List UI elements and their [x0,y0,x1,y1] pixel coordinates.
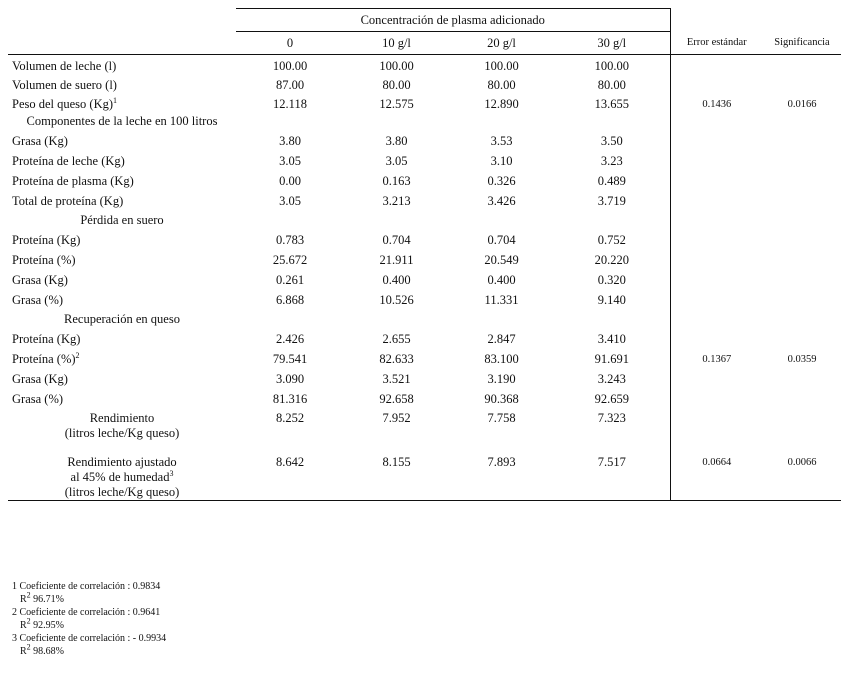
cell-value: 25.672 [272,253,308,267]
table-row [8,169,841,189]
error-estandar-value [670,189,763,209]
row-label [8,248,236,268]
row-label-line: Rendimiento ajustado [67,455,177,469]
footnote-line: 3 Coeficiente de correlación : - 0.9934 [12,633,167,644]
significancia-value [763,209,841,228]
section-row [8,308,841,327]
footnote-ref: 1 [113,95,118,105]
significancia-value [763,189,841,209]
footnote-r2: $R^2$ 98.68% [20,642,65,657]
cell-value: 3.80 [279,134,301,148]
cell-value: 3.426 [487,194,516,208]
cell-value: 83.100 [484,352,519,366]
cell-value: 2.426 [275,332,305,346]
cell-value: 0.489 [597,174,626,188]
cell-value: 3.190 [487,372,516,386]
cell-value: 7.517 [554,449,670,501]
cell-value: 91.691 [594,352,629,366]
cell-value: 3.10 [490,154,513,168]
cell-value: 0.704 [382,233,411,247]
table-row [8,248,841,268]
significancia-value [763,129,841,149]
cell-value: 3.719 [597,194,626,208]
cell-value [344,112,449,129]
table-row [8,55,841,75]
row-label-text: Proteína (Kg) [12,332,81,346]
row-label [8,449,236,501]
cell-value: 3.090 [275,372,305,386]
significancia-value [763,74,841,93]
cell-value [554,209,670,228]
footnotes [12,580,166,658]
row-label-text: Grasa (Kg) [12,372,68,386]
cell-value: 0.400 [382,273,411,287]
row-label [8,93,236,112]
cell-value: 81.316 [272,392,308,406]
row-label [8,327,236,347]
table-row [8,149,841,169]
row-label [8,387,236,407]
cell-value: 3.05 [385,154,408,168]
cell-value: 3.23 [600,154,623,168]
cell-value: 100.00 [272,59,308,73]
cell-value [554,308,670,327]
cell-value: 0.783 [275,233,305,247]
row-label [8,74,236,93]
cell-value: 100.00 [484,59,519,73]
section-label-text: Pérdida en suero [80,213,164,227]
cell-value [236,112,344,129]
row-label [8,169,236,189]
column-header-row [8,32,841,55]
error-estandar-value [670,308,763,327]
table-row [8,327,841,347]
error-estandar-value [670,74,763,93]
cell-value: 7.893 [449,449,554,501]
cell-value: 3.213 [382,194,411,208]
row-label [8,55,236,75]
cell-value: 79.541 [272,352,308,366]
cell-value [236,209,344,228]
cell-value: 11.331 [484,293,519,307]
row-label-line: (litros leche/Kg queso) [64,426,180,440]
cell-value: 7.758 [487,411,516,425]
footnote-line: 1 Coeficiente de correlación : 0.9834 [12,581,161,592]
section-label-text: Componentes de la leche en 100 litros [26,114,218,128]
significancia-value [763,248,841,268]
cell-value: 2.655 [382,332,411,346]
significancia-value [763,288,841,308]
cell-value: 13.655 [594,97,629,111]
error-estandar-value [670,55,763,75]
cell-value: 9.140 [597,293,626,307]
row-label-text: Grasa (%) [12,392,64,406]
significancia-value [763,407,841,449]
cell-value: 0.261 [275,273,305,287]
footnote-ref: 2 [75,350,80,360]
error-estandar-value [670,228,763,248]
cell-value [344,308,449,327]
footnote-line: 2 Coeficiente de correlación : 0.9641 [12,607,161,618]
cell-value: 3.05 [279,154,301,168]
error-estandar-value [670,387,763,407]
cell-value [554,112,670,129]
cell-value: 0.320 [597,273,626,287]
header-blank [763,9,841,32]
row-label-text: Volumen de suero (l) [12,78,117,92]
cell-value: 20.220 [594,253,629,267]
cell-value [449,209,554,228]
cell-value: 8.642 [236,449,344,501]
cell-value: 80.00 [487,78,516,92]
cell-value: 0.00 [279,174,301,188]
error-estandar-header: Error estándar [670,32,763,55]
significancia-value [763,367,841,387]
cell-value: 12.118 [273,97,307,111]
section-row [8,112,841,129]
table-row [8,407,841,449]
header-blank [8,9,236,32]
spanner-title: Concentración de plasma adicionado [236,9,670,32]
cell-value: 80.00 [382,78,411,92]
column-header: 20 g/l [449,32,554,55]
cell-value: 21.911 [379,253,414,267]
cell-value: 8.252 [275,411,305,425]
significancia-value [763,149,841,169]
cell-value: 80.00 [597,78,626,92]
row-label-text: Grasa (Kg) [12,134,68,148]
column-header: 10 g/l [344,32,449,55]
cell-value: 90.368 [484,392,519,406]
table-row [8,268,841,288]
error-estandar-value [670,129,763,149]
row-label-line: al 45% de humedad$^3$ [70,468,174,484]
cell-value [449,308,554,327]
cell-value: 92.659 [594,392,629,406]
error-estandar-value: 0.1367 [670,347,763,367]
section-label [8,308,236,327]
table-row [8,228,841,248]
row-label-text: Grasa (%) [12,293,64,307]
cell-value: 20.549 [484,253,519,267]
error-estandar-value: 0.0664 [670,449,763,501]
cell-value: 100.00 [379,59,414,73]
significancia-value: 0.0066 [763,449,841,501]
significancia-value [763,327,841,347]
results-table [8,8,841,501]
significancia-value [763,308,841,327]
error-estandar-value [670,149,763,169]
cell-value: 6.868 [275,293,305,307]
error-estandar-value [670,407,763,449]
error-estandar-value [670,327,763,347]
section-row [8,209,841,228]
error-estandar-value [670,367,763,387]
row-label-text: Proteína (%) [12,253,76,267]
table-row [8,189,841,209]
cell-value: 3.410 [597,332,626,346]
row-label [8,288,236,308]
cell-value: 7.952 [382,411,411,425]
row-label-text: Proteína de leche (Kg) [12,154,125,168]
column-header-blank [8,32,236,55]
cell-value: 3.521 [382,372,411,386]
cell-value: 0.400 [487,273,516,287]
significancia-value: 0.0359 [787,354,817,365]
cell-value: 3.05 [279,194,301,208]
cell-value: 10.526 [379,293,414,307]
cell-value: 12.575 [379,97,414,111]
cell-value: 100.00 [594,59,629,73]
footnote-ref: 3 [169,468,174,478]
row-label [8,228,236,248]
table-row [8,347,841,367]
error-estandar-value [670,209,763,228]
row-label-text: Total de proteína (Kg) [12,194,124,208]
row-label [8,149,236,169]
cell-value: 3.243 [597,372,626,386]
row-label-line: (litros leche/Kg queso) [64,485,180,499]
cell-value: 0.326 [487,174,516,188]
table-row [8,387,841,407]
cell-value: 3.53 [490,134,513,148]
cell-value: 0.704 [487,233,516,247]
cell-value: 7.323 [597,411,626,425]
cell-value [449,112,554,129]
significancia-value [763,112,841,129]
header-blank [670,9,763,32]
row-label-text: Volumen de leche (l) [12,59,117,73]
table-row [8,93,841,112]
row-label [8,407,236,449]
significancia-value [763,55,841,75]
row-label [8,347,236,367]
section-label [8,112,236,129]
header-spanner-row [8,9,841,32]
footnote-r2: $R^2$ 92.95% [20,616,65,631]
row-label-text: Proteína (Kg) [12,233,81,247]
section-label-text: Recuperación en queso [64,312,180,326]
error-estandar-value [670,169,763,189]
error-estandar-value: 0.1436 [670,93,763,112]
cell-value: 12.890 [484,97,519,111]
significancia-value [763,228,841,248]
row-label [8,268,236,288]
cell-value: 92.658 [379,392,414,406]
significancia-value [763,387,841,407]
significancia-value: 0.0166 [787,99,817,110]
column-header: 30 g/l [554,32,670,55]
error-estandar-value [670,248,763,268]
cell-value: 82.633 [379,352,414,366]
cell-value: 3.50 [600,134,623,148]
table-row [8,74,841,93]
cell-value: 0.752 [597,233,626,247]
table-row [8,367,841,387]
footnote-r2: $R^2$ 96.71% [20,590,65,605]
cell-value: 2.847 [487,332,516,346]
section-label [8,209,236,228]
significancia-header: Significancia [763,32,841,55]
row-label-line: Rendimiento [89,411,155,425]
cell-value [344,209,449,228]
cell-value: 87.00 [275,78,305,92]
cell-value: 8.155 [344,449,449,501]
table-row [8,449,841,501]
row-label-text: Proteína (%) [12,352,76,366]
cell-value: 0.163 [382,174,411,188]
cell-value: 3.80 [385,134,408,148]
cell-value [236,308,344,327]
row-label-text: Grasa (Kg) [12,273,68,287]
error-estandar-value [670,112,763,129]
column-header: 0 [236,32,344,55]
row-label [8,367,236,387]
row-label [8,189,236,209]
row-label [8,129,236,149]
table-row [8,288,841,308]
row-label-text: Peso del queso (Kg) [12,97,114,111]
significancia-value [763,268,841,288]
error-estandar-value [670,268,763,288]
row-label-text: Proteína de plasma (Kg) [12,174,134,188]
significancia-value [763,169,841,189]
error-estandar-value [670,288,763,308]
table-row [8,129,841,149]
